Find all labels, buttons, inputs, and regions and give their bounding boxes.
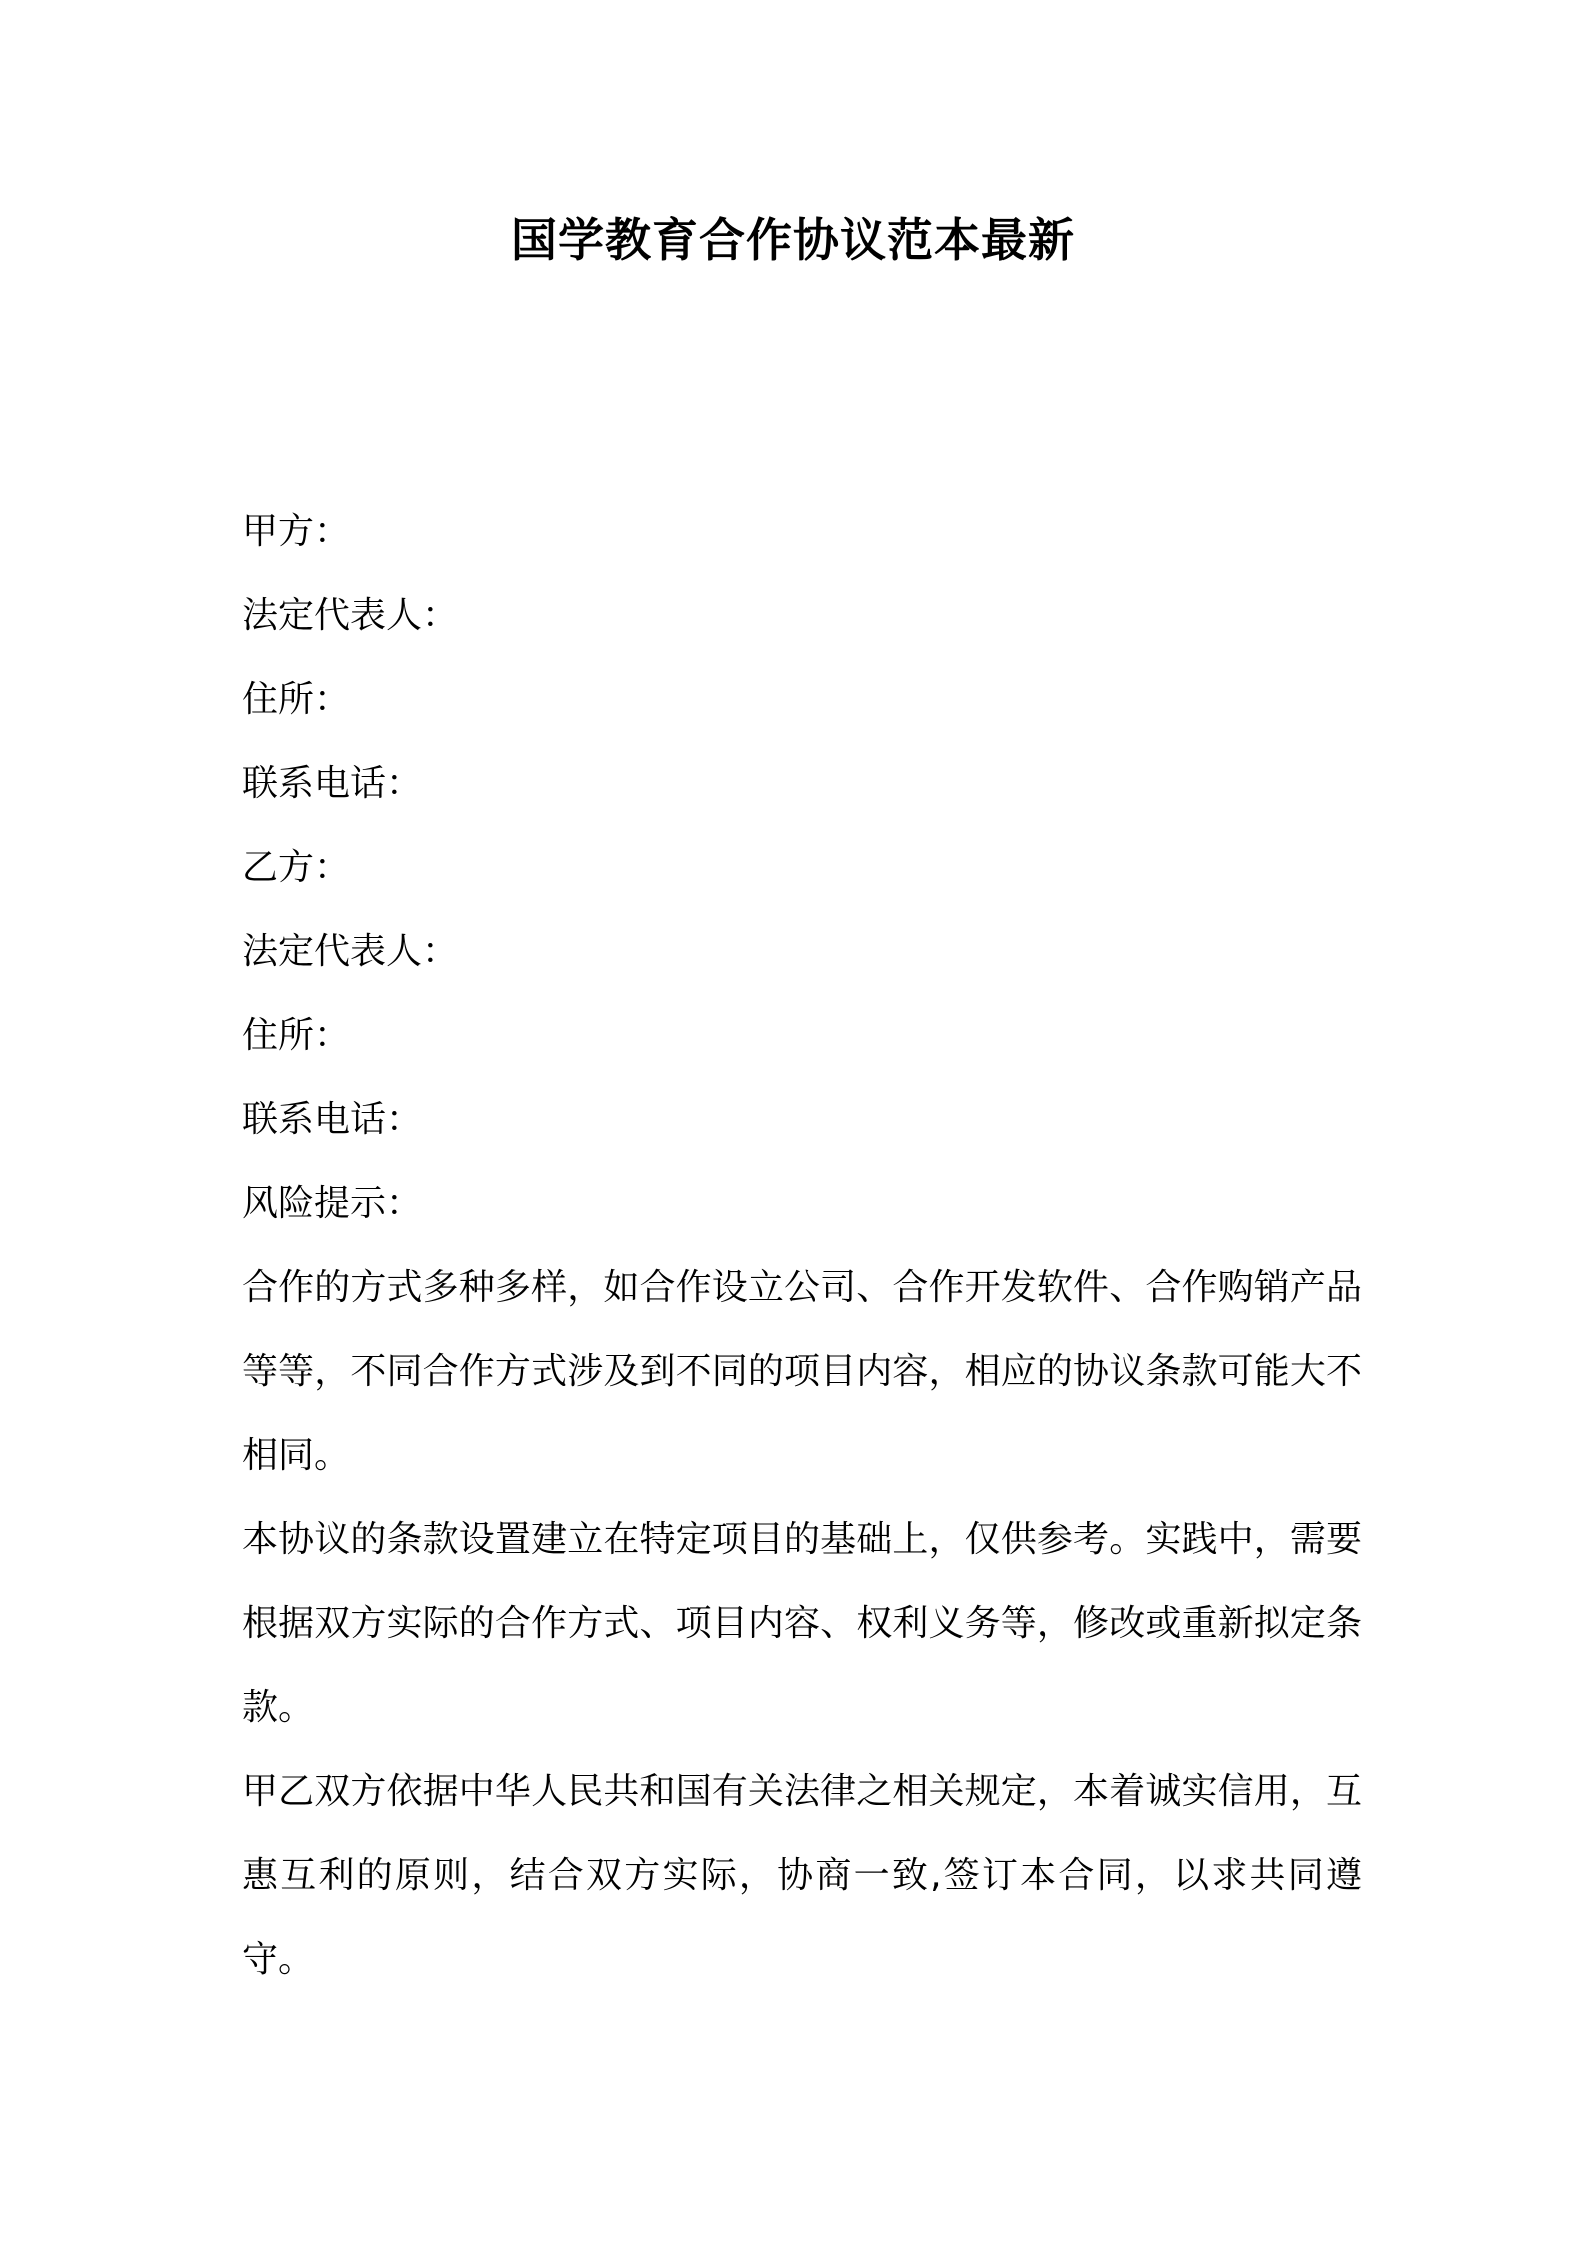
party-a-address-label: 住所： <box>242 679 351 720</box>
party-b-phone-label: 联系电话： <box>242 1099 423 1140</box>
party-b-legal-rep-label: 法定代表人： <box>242 931 459 972</box>
risk-notice-label: 风险提示： <box>242 1183 423 1224</box>
risk-paragraph-2: 本协议的条款设置建立在特定项目的基础上，仅供参考。实践中，需要根据双方实际的合作方式、项目内容、权利义务等，修改或重新拟定条款。 <box>242 1519 1362 1728</box>
party-b-address-label: 住所： <box>242 1015 351 1056</box>
document-title: 国学教育合作协议范本最新 <box>511 213 1075 267</box>
party-a-phone-label: 联系电话： <box>242 763 423 804</box>
risk-paragraph-1: 合作的方式多种多样，如合作设立公司、合作开发软件、合作购销产品等等，不同合作方式涉及到不同的项目内容，相应的协议条款可能大不相同。 <box>242 1267 1362 1476</box>
party-a-label: 甲方： <box>242 511 351 552</box>
party-a-legal-rep-label: 法定代表人： <box>242 595 459 636</box>
document-body <box>242 490 1362 2002</box>
agreement-intro-paragraph: 甲乙双方依据中华人民共和国有关法律之相关规定，本着诚实信用，互惠互利的原则，结合双方实际，协商一致,签订本合同，以求共同遵守。 <box>242 1771 1362 1980</box>
party-b-label: 乙方： <box>242 847 351 888</box>
